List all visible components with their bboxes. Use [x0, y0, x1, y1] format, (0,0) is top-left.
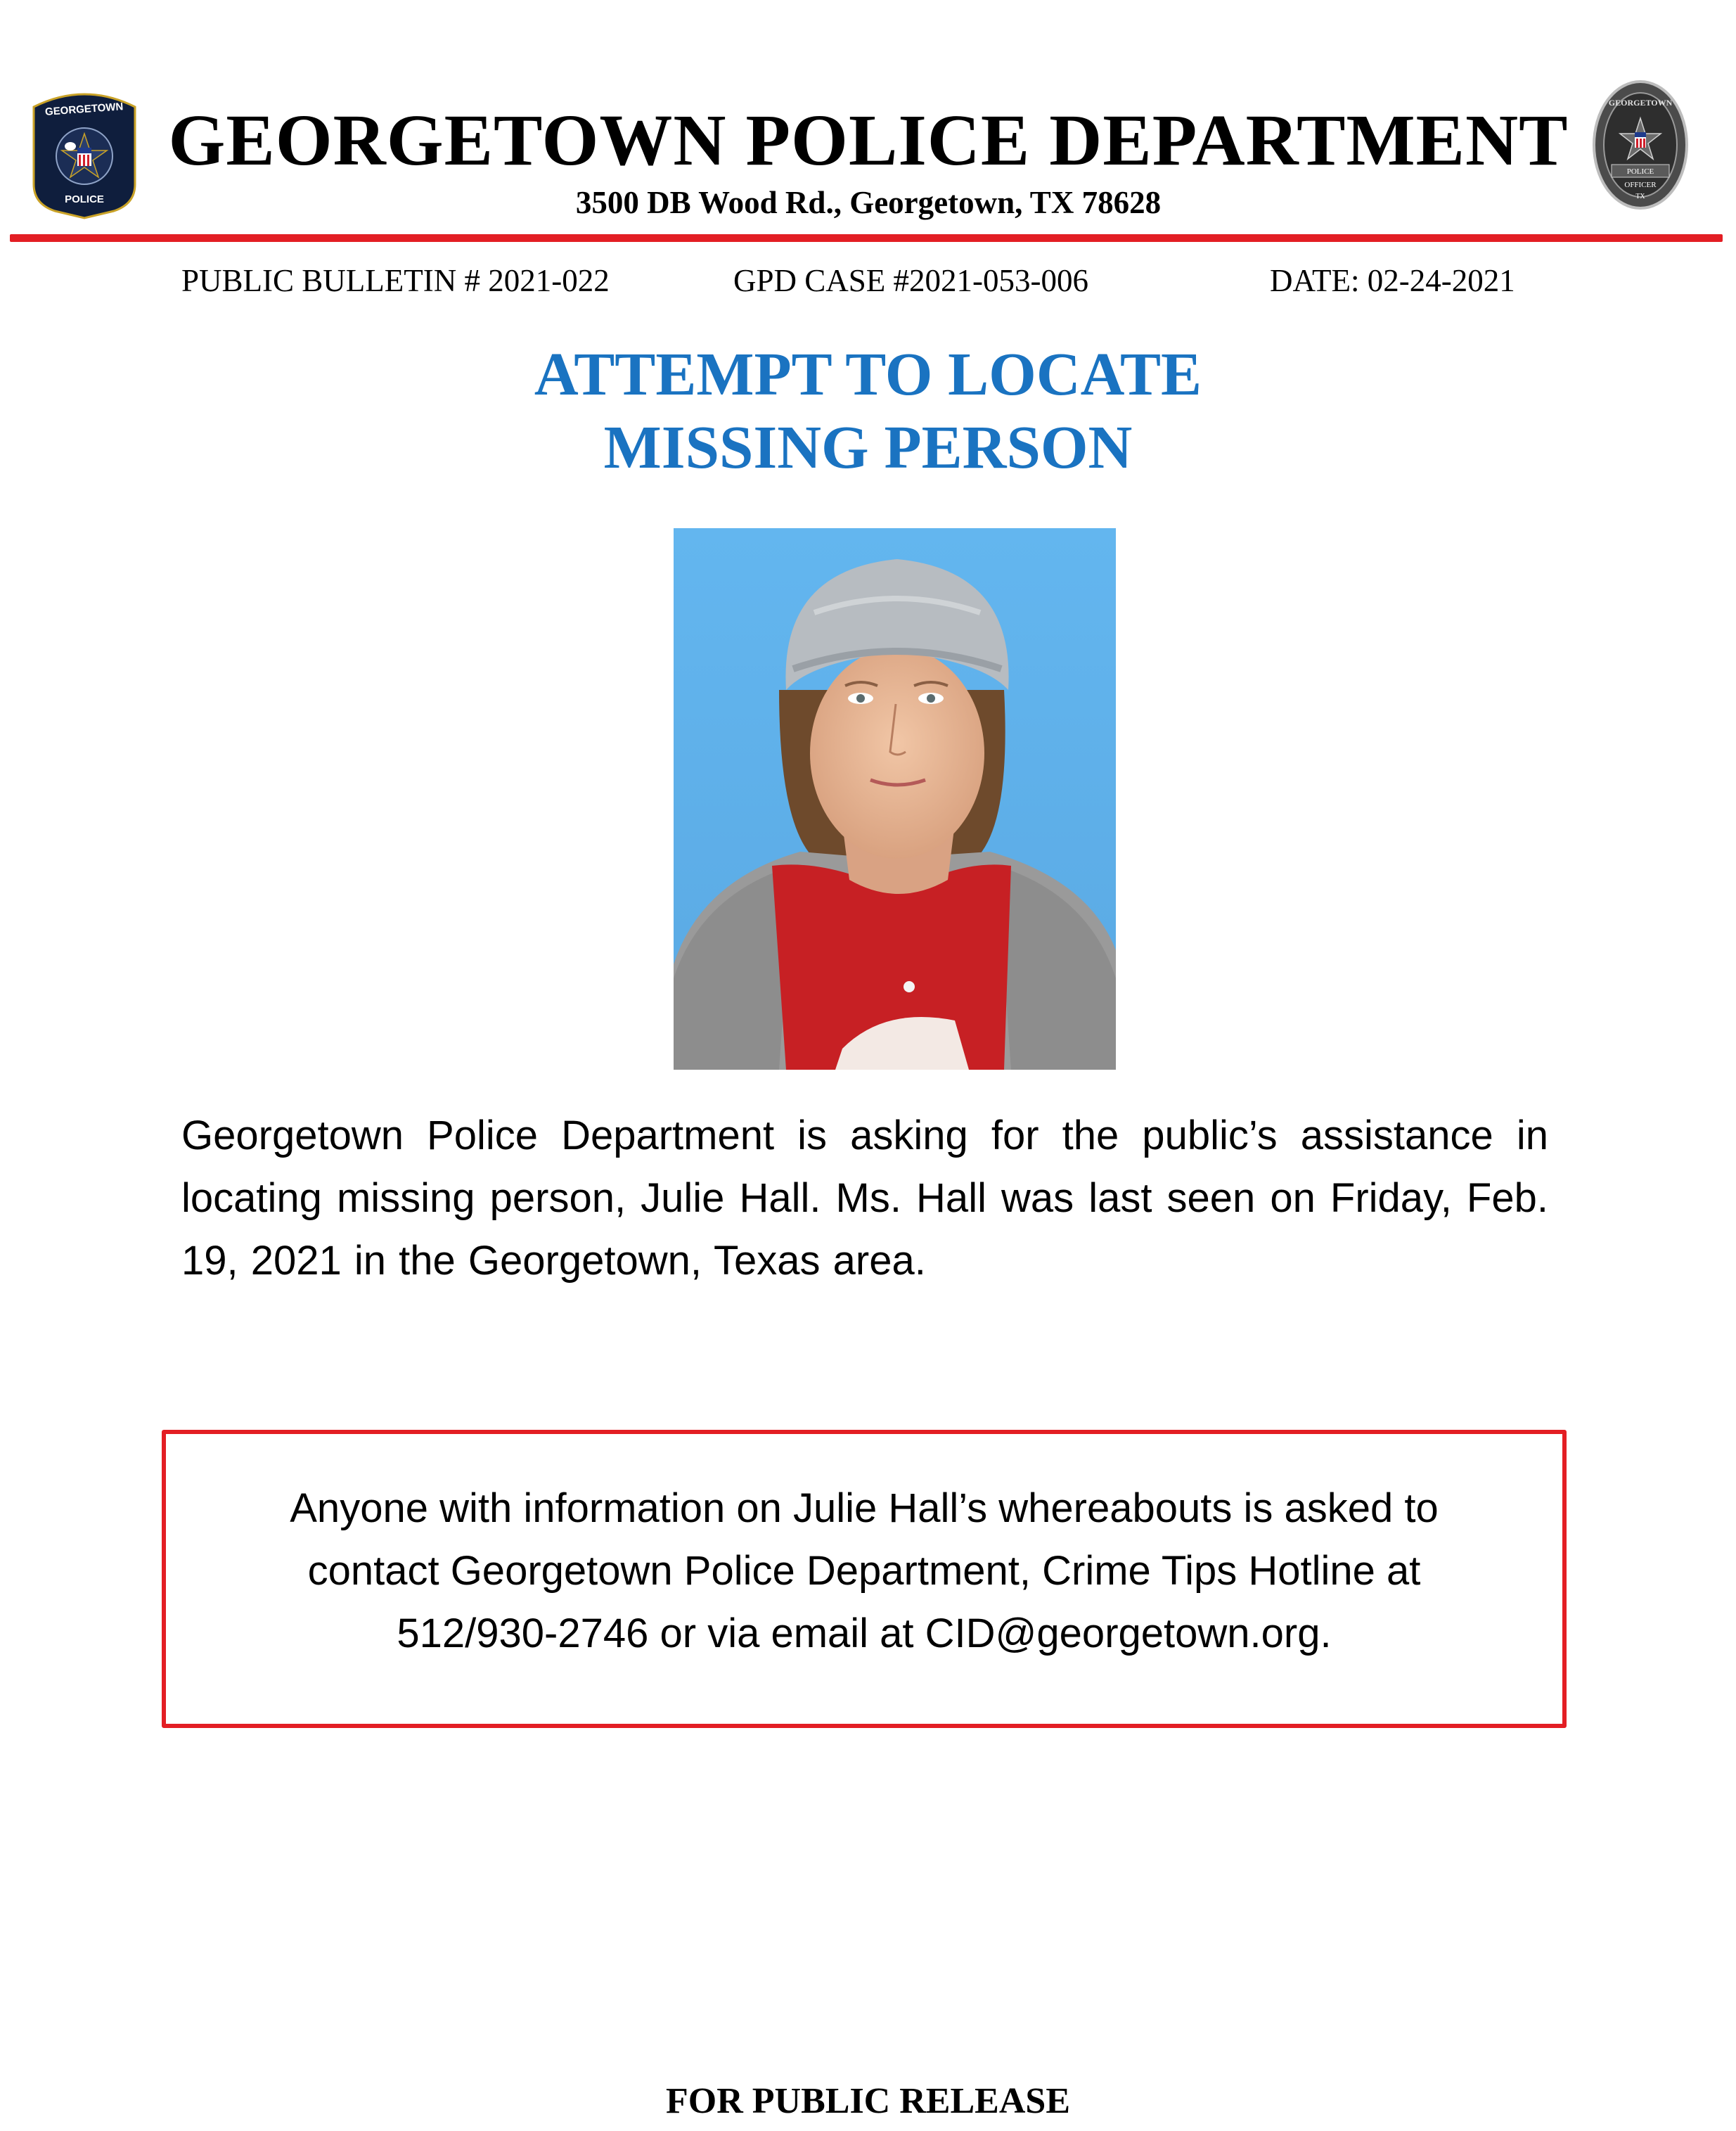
contact-line-2: contact Georgetown Police Department, Crime Tips Hotline at [307, 1548, 1421, 1594]
svg-text:TX: TX [1635, 193, 1645, 200]
department-address: 3500 DB Wood Rd., Georgetown, TX 78628 [575, 185, 1162, 220]
page-title: GEORGETOWN POLICE DEPARTMENT [168, 100, 1569, 181]
police-patch-logo [27, 86, 142, 219]
contact-line-1: Anyone with information on Julie Hall’s whereabouts is asked to [290, 1485, 1439, 1531]
contact-line-3: 512/930-2746 or via email at CID@georgetown.org. [397, 1611, 1332, 1656]
release-footer: FOR PUBLIC RELEASE [666, 2081, 1070, 2121]
svg-text:POLICE: POLICE [1626, 167, 1654, 176]
svg-text:GEORGETOWN: GEORGETOWN [44, 101, 124, 118]
headline-line-1: ATTEMPT TO LOCATE [534, 340, 1202, 408]
bulletin-headline [211, 338, 1525, 484]
contact-info-text [176, 1477, 1552, 1665]
svg-text:OFFICER: OFFICER [1624, 181, 1657, 189]
bulletin-number: PUBLIC BULLETIN # 2021-022 [181, 263, 610, 298]
patch-label: POLICE [65, 193, 104, 205]
missing-person-photo [674, 528, 1116, 1070]
headline-line-2: MISSING PERSON [603, 413, 1133, 481]
svg-text:GEORGETOWN: GEORGETOWN [1608, 98, 1673, 108]
case-number: GPD CASE #2021-053-006 [733, 263, 1089, 298]
missing-person-description: Georgetown Police Department is asking for the public’s assistance in locating missing person, Julie Hall. Ms. Hall was last seen on Friday, Feb. 19, 2021 in the Georgetown, Texas area. [181, 1113, 1548, 1284]
header-divider [10, 234, 1723, 242]
bulletin-date: DATE: 02-24-2021 [1270, 263, 1515, 298]
